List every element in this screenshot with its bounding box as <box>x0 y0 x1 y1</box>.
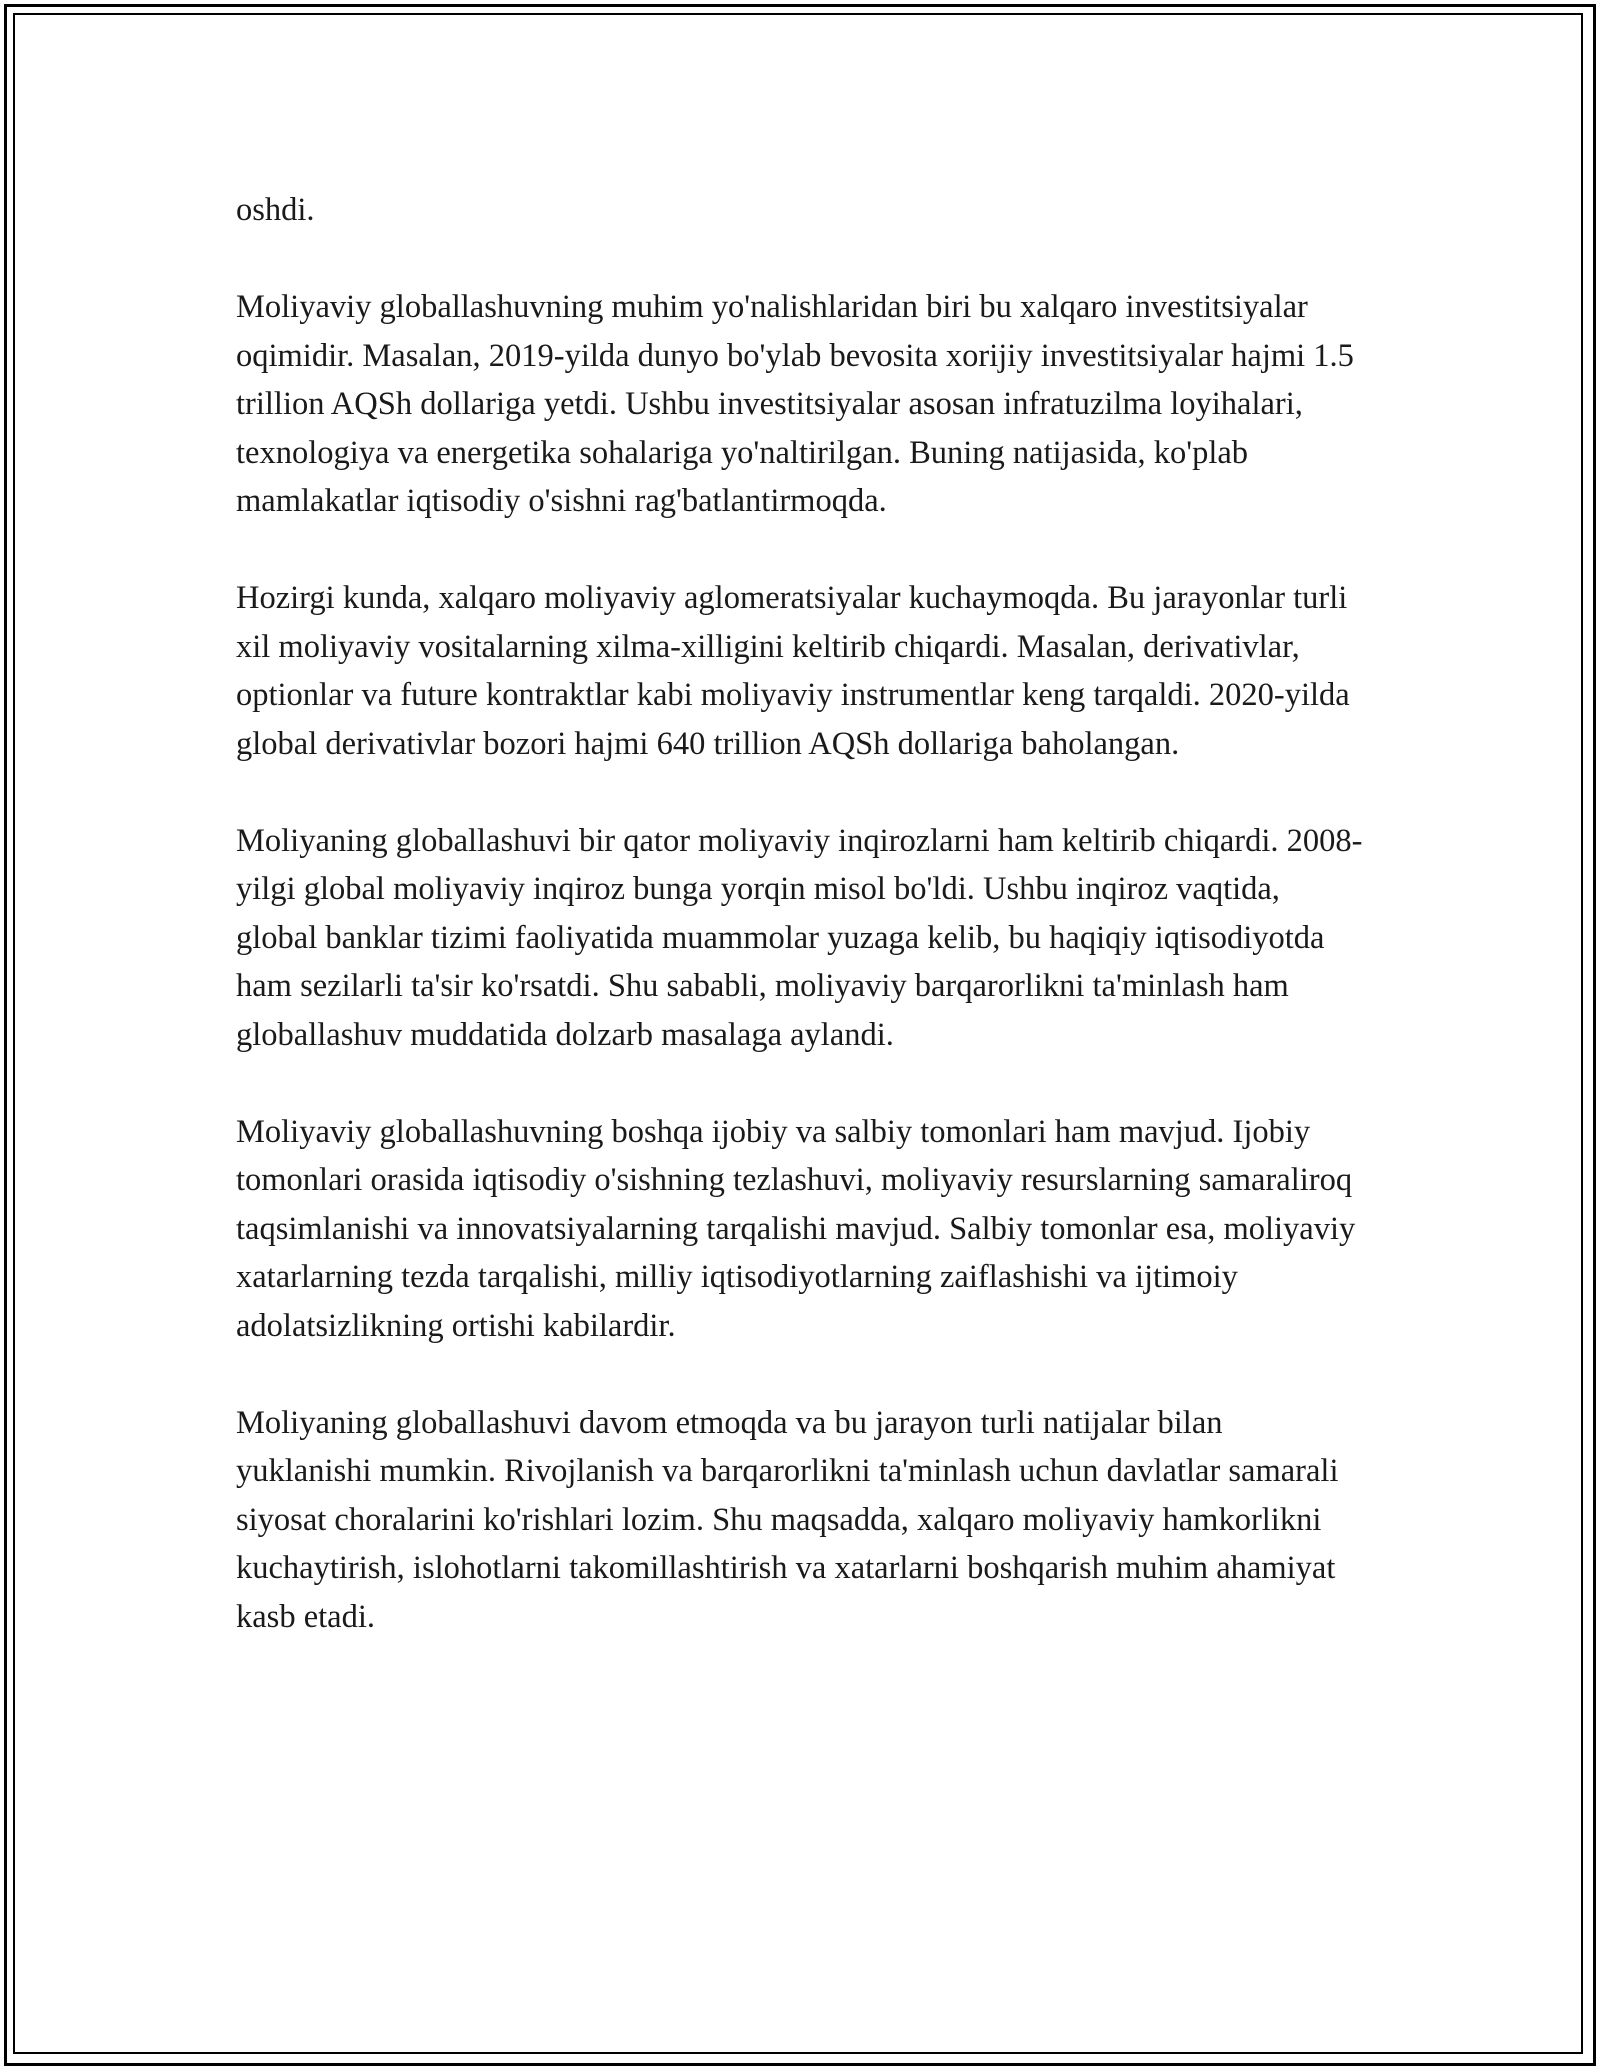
paragraph-continuation: oshdi. <box>236 192 315 228</box>
paragraph-investment-flows: Moliyaviy globallashuvning muhim yo'nalishlaridan biri bu xalqaro investitsiyalar oqimidir. Masalan, 2019-yilda dunyo bo'ylab bevosita xorijiy investitsiyalar hajmi 1.5 trillion AQSh dollariga yetdi. Ushbu investitsiyalar asosan infratuzilma loyihalari, texnologiya va energetika sohalariga yo'naltirilgan. Buning natijasida, ko'plab mamlakatlar iqtisodiy o'sishni rag'batlantirmoqda. <box>236 289 1354 519</box>
document-body <box>236 186 1366 1690</box>
paragraph-pros-cons: Moliyaviy globallashuvning boshqa ijobiy va salbiy tomonlari ham mavjud. Ijobiy tomonlari orasida iqtisodiy o'sishning tezlashuvi, moliyaviy resurslarning samaraliroq taqsimlanishi va innovatsiyalarning tarqalishi mavjud. Salbiy tomonlar esa, moliyaviy xatarlarning tezda tarqalishi, milliy iqtisodiyotlarning zaiflashishi va ijtimoiy adolatsizlikning ortishi kabilardir. <box>236 1113 1356 1344</box>
paragraph-financial-agglomerations: Hozirgi kunda, xalqaro moliyaviy aglomeratsiyalar kuchaymoqda. Bu jarayonlar turli xil moliyaviy vositalarning xilma-xilligini keltirib chiqardi. Masalan, derivativlar, optionlar va future kontraktlar kabi moliyaviy instrumentlar keng tarqaldi. 2020-yilda global derivativlar bozori hajmi 640 trillion AQSh dollariga baholangan. <box>236 580 1350 762</box>
paragraph-financial-crises: Moliyaning globallashuvi bir qator moliyaviy inqirozlarni ham keltirib chiqardi. 2008-yilgi global moliyaviy inqiroz bunga yorqin misol bo'ldi. Ushbu inqiroz vaqtida, global banklar tizimi faoliyatida muammolar yuzaga kelib, bu haqiqiy iqtisodiyotda ham sezilarli ta'sir ko'rsatdi. Shu sababli, moliyaviy barqarorlikni ta'minlash ham globallashuv muddatida dolzarb masalaga aylandi. <box>236 822 1363 1053</box>
paragraph-conclusion: Moliyaning globallashuvi davom etmoqda va bu jarayon turli natijalar bilan yuklanishi mumkin. Rivojlanish va barqarorlikni ta'minlash uchun davlatlar samarali siyosat choralarini ko'rishlari lozim. Shu maqsadda, xalqaro moliyaviy hamkorlikni kuchaytirish, islohotlarni takomillashtirish va xatarlarni boshqarish muhim ahamiyat kasb etadi. <box>236 1404 1339 1635</box>
